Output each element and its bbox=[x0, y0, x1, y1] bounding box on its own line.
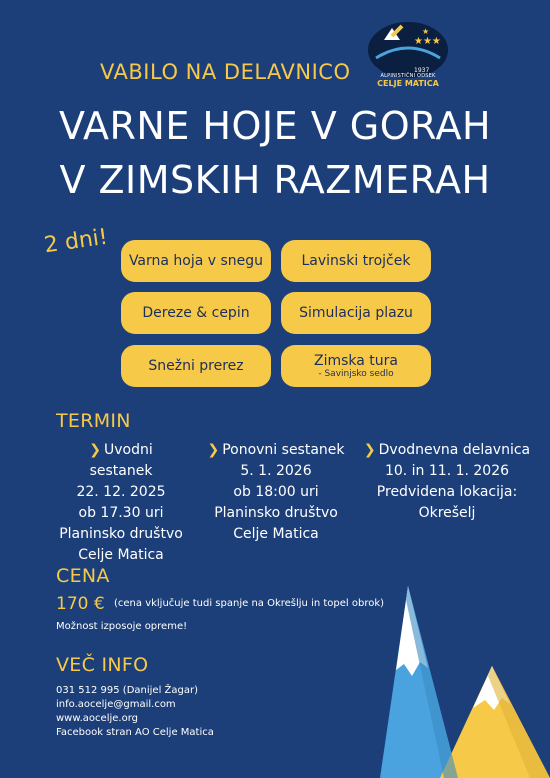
termin-line: Ponovni sestanek bbox=[222, 442, 345, 458]
topic-label: Varna hoja v snegu bbox=[128, 253, 264, 269]
svg-text:★★★: ★★★ bbox=[414, 36, 441, 47]
chevron-right-icon: ❯ bbox=[207, 442, 220, 458]
topic-pill bbox=[281, 240, 431, 282]
topic-pill bbox=[281, 292, 431, 334]
termin-line: 5. 1. 2026 bbox=[240, 463, 312, 479]
termin-line: Predvidena lokacija: bbox=[376, 484, 518, 500]
termin-line: Celje Matica bbox=[233, 526, 319, 542]
chevron-right-icon: ❯ bbox=[89, 442, 101, 458]
club-logo bbox=[362, 20, 454, 94]
topic-label: Zimska tura bbox=[314, 353, 398, 369]
svg-text:★: ★ bbox=[422, 27, 430, 36]
topic-label: Dereze & cepin bbox=[142, 305, 250, 321]
mountains-illustration bbox=[380, 580, 550, 778]
topic-pill bbox=[121, 240, 271, 282]
topic-pill bbox=[121, 345, 271, 387]
info-heading: VEČ INFO bbox=[56, 654, 149, 676]
termin-line: ob 18:00 uri bbox=[233, 484, 319, 500]
termin-line: 10. in 11. 1. 2026 bbox=[384, 463, 510, 479]
termin-heading: TERMIN bbox=[56, 410, 131, 432]
cena-heading: CENA bbox=[56, 565, 110, 587]
termin-line: 22. 12. 2025 bbox=[76, 484, 166, 500]
termin-line: ob 17.30 uri bbox=[78, 505, 164, 521]
contact-website[interactable]: www.aocelje.org bbox=[56, 713, 138, 724]
termin-line: Uvodni sestanek bbox=[89, 442, 153, 479]
contact-phone: 031 512 995 (Danijel Žagar) bbox=[56, 685, 198, 696]
price-value: 170 € bbox=[56, 594, 105, 614]
rental-note: Možnost izposoje opreme! bbox=[56, 621, 188, 632]
topic-pill bbox=[121, 292, 271, 334]
invitation-subtitle: VABILO NA DELAVNICO bbox=[100, 60, 351, 84]
page-title-line1: VARNE HOJE V GORAH bbox=[58, 104, 492, 148]
page-title-line2: V ZIMSKIH RAZMERAH bbox=[59, 158, 491, 202]
topic-label: Lavinski trojček bbox=[301, 253, 411, 269]
termin-line: Planinsko društvo bbox=[59, 526, 183, 542]
termin-line: Okrešelj bbox=[418, 505, 476, 521]
contact-email[interactable]: info.aocelje@gmail.com bbox=[56, 699, 176, 710]
contact-facebook[interactable]: Facebook stran AO Celje Matica bbox=[56, 727, 214, 738]
logo-line1: ALPINISTIČNI ODSEK bbox=[380, 73, 436, 79]
topic-label: Snežni prerez bbox=[148, 358, 244, 374]
termin-line: Celje Matica bbox=[78, 547, 164, 563]
topic-label: Simulacija plazu bbox=[299, 305, 413, 321]
topic-sublabel: - Savinjsko sedlo bbox=[318, 369, 394, 379]
termin-column bbox=[362, 440, 532, 524]
days-badge: 2 dni! bbox=[42, 224, 110, 259]
termin-column bbox=[206, 440, 346, 545]
chevron-right-icon: ❯ bbox=[363, 442, 376, 458]
termin-line: Planinsko društvo bbox=[214, 505, 338, 521]
price-note: (cena vključuje tudi spanje na Okrešlju in topel obrok) bbox=[114, 598, 385, 609]
termin-column bbox=[56, 440, 186, 566]
termin-line: Dvodnevna delavnica bbox=[378, 442, 531, 458]
logo-line2: CELJE MATICA bbox=[377, 79, 439, 88]
logo-year: 1937 bbox=[414, 67, 430, 74]
logo-text bbox=[362, 72, 454, 88]
topic-pill bbox=[281, 345, 431, 387]
